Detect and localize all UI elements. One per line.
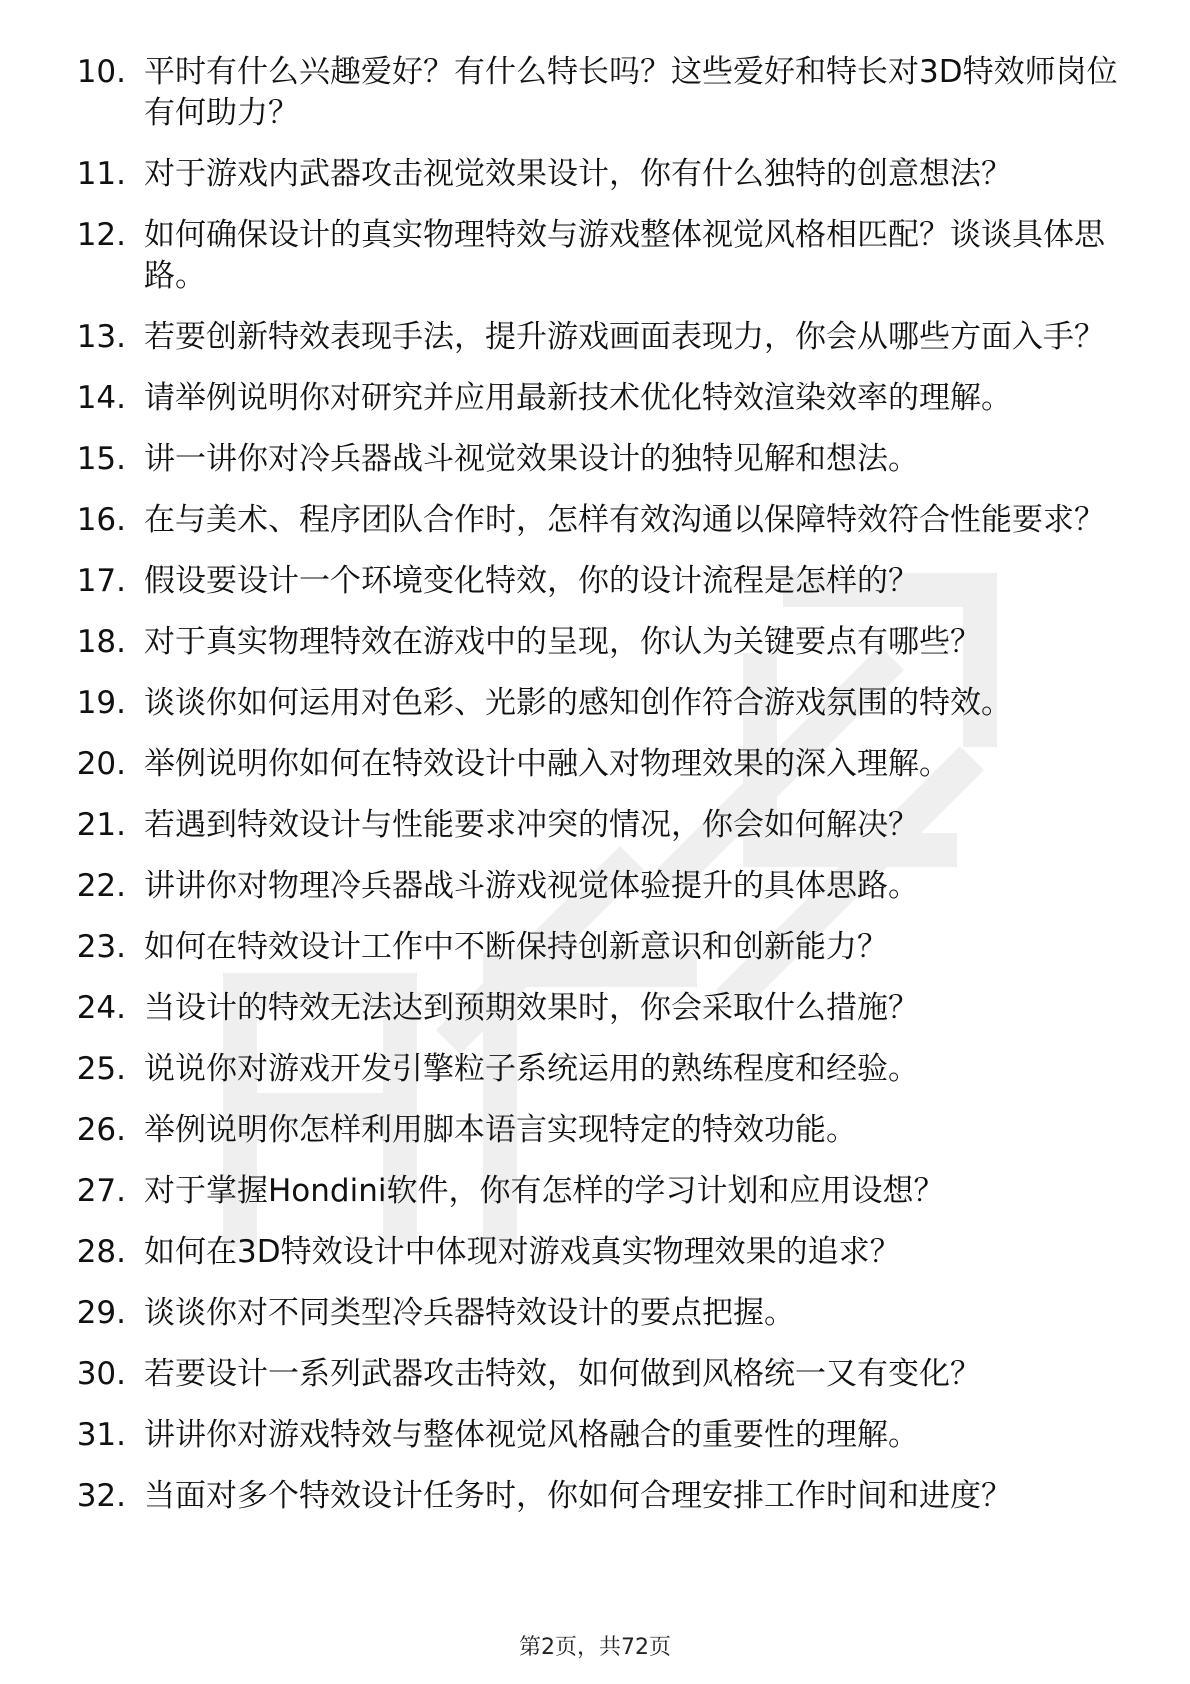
question-item — [56, 215, 1134, 297]
question-text: 讲讲你对物理冷兵器战斗游戏视觉体验提升的具体思路。 — [144, 868, 919, 904]
question-text: 举例说明你怎样利用脚本语言实现特定的特效功能。 — [144, 1112, 857, 1148]
question-text: 请举例说明你对研究并应用最新技术优化特效渲染效率的理解。 — [144, 380, 1012, 416]
question-item — [56, 1110, 1134, 1151]
question-text: 若遇到特效设计与性能要求冲突的情况，你会如何解决？ — [144, 807, 919, 843]
question-number: 19. — [76, 685, 126, 721]
question-item — [56, 622, 1134, 663]
question-text: 说说你对游戏开发引擎粒子系统运用的熟练程度和经验。 — [144, 1051, 919, 1087]
question-number: 18. — [76, 624, 126, 660]
question-number: 12. — [76, 217, 126, 253]
question-item — [56, 154, 1134, 195]
question-number: 14. — [76, 380, 126, 416]
question-number: 17. — [76, 563, 126, 599]
question-item — [56, 927, 1134, 968]
question-list — [56, 52, 1134, 1537]
question-number: 27. — [76, 1173, 126, 1209]
question-text: 如何确保设计的真实物理特效与游戏整体视觉风格相匹配？谈谈具体思路。 — [144, 217, 1105, 294]
question-text: 对于掌握Hondini软件，你有怎样的学习计划和应用设想？ — [144, 1173, 945, 1209]
question-text: 谈谈你如何运用对色彩、光影的感知创作符合游戏氛围的特效。 — [144, 685, 1012, 721]
question-text: 当设计的特效无法达到预期效果时，你会采取什么措施？ — [144, 990, 919, 1026]
question-item — [56, 1293, 1134, 1334]
question-number: 10. — [76, 54, 126, 90]
question-number: 13. — [76, 319, 126, 355]
question-item — [56, 805, 1134, 846]
question-item — [56, 1232, 1134, 1273]
question-item — [56, 1415, 1134, 1456]
question-text: 举例说明你如何在特效设计中融入对物理效果的深入理解。 — [144, 746, 950, 782]
question-text: 若要设计一系列武器攻击特效，如何做到风格统一又有变化？ — [144, 1356, 981, 1392]
question-number: 23. — [76, 929, 126, 965]
question-text: 对于游戏内武器攻击视觉效果设计，你有什么独特的创意想法？ — [144, 156, 1012, 192]
question-number: 11. — [76, 156, 126, 192]
page-footer: 第2页，共72页 — [519, 1635, 671, 1660]
question-number: 22. — [76, 868, 126, 904]
question-number: 28. — [76, 1234, 126, 1270]
question-item — [56, 744, 1134, 785]
question-number: 25. — [76, 1051, 126, 1087]
question-text: 如何在特效设计工作中不断保持创新意识和创新能力？ — [144, 929, 888, 965]
question-text: 讲讲你对游戏特效与整体视觉风格融合的重要性的理解。 — [144, 1417, 919, 1453]
question-item — [56, 866, 1134, 907]
question-item — [56, 52, 1134, 134]
question-number: 31. — [76, 1417, 126, 1453]
question-number: 24. — [76, 990, 126, 1026]
question-item — [56, 561, 1134, 602]
question-text: 假设要设计一个环境变化特效，你的设计流程是怎样的？ — [144, 563, 919, 599]
question-item — [56, 683, 1134, 724]
question-number: 16. — [76, 502, 126, 538]
question-item — [56, 500, 1134, 541]
question-item — [56, 988, 1134, 1029]
question-text: 谈谈你对不同类型冷兵器特效设计的要点把握。 — [144, 1295, 795, 1331]
question-item — [56, 1476, 1134, 1517]
question-text: 如何在3D特效设计中体现对游戏真实物理效果的追求？ — [144, 1234, 901, 1270]
question-text: 若要创新特效表现手法，提升游戏画面表现力，你会从哪些方面入手？ — [144, 319, 1105, 355]
question-item — [56, 1354, 1134, 1395]
question-item — [56, 378, 1134, 419]
question-item — [56, 439, 1134, 480]
question-text: 对于真实物理特效在游戏中的呈现，你认为关键要点有哪些？ — [144, 624, 981, 660]
question-number: 20. — [76, 746, 126, 782]
question-item — [56, 317, 1134, 358]
question-number: 26. — [76, 1112, 126, 1148]
question-text: 讲一讲你对冷兵器战斗视觉效果设计的独特见解和想法。 — [144, 441, 919, 477]
question-text: 在与美术、程序团队合作时，怎样有效沟通以保障特效符合性能要求？ — [144, 502, 1105, 538]
question-number: 30. — [76, 1356, 126, 1392]
question-number: 21. — [76, 807, 126, 843]
question-text: 当面对多个特效设计任务时，你如何合理安排工作时间和进度？ — [144, 1478, 1012, 1514]
question-item — [56, 1049, 1134, 1090]
question-item — [56, 1171, 1134, 1212]
question-text: 平时有什么兴趣爱好？有什么特长吗？这些爱好和特长对3D特效师岗位有何助力？ — [144, 54, 1118, 131]
question-number: 32. — [76, 1478, 126, 1514]
question-number: 15. — [76, 441, 126, 477]
question-number: 29. — [76, 1295, 126, 1331]
